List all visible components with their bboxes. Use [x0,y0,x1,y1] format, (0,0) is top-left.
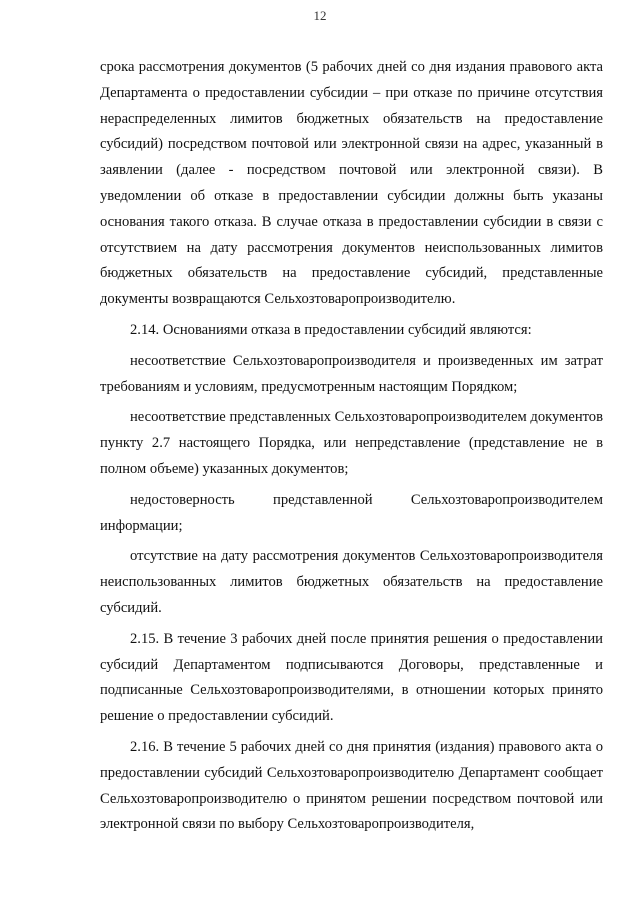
paragraph-ground-2: несоответствие представленных Сельхозтоваропроизводителем документов пункту 2.7 настоящего Порядка, или непредставление (представление не в полном объеме) указанных документов; [100,409,603,477]
page-number: 12 [313,8,327,23]
paragraph-ground-4: отсутствие на дату рассмотрения документов Сельхозтоваропроизводителя неиспользованных лимитов бюджетных обязательств на предоставление субсидий. [100,548,603,616]
document-body [100,55,603,843]
paragraph-ground-1: несоответствие Сельхозтоваропроизводителя и произведенных им затрат требованиям и условиям, предусмотренным настоящим Порядком; [100,352,603,395]
paragraph-ground-3: недостоверность представленной Сельхозтоваропроизводителем информации; [100,491,603,534]
paragraph-2-14: 2.14. Основаниями отказа в предоставлении субсидий являются: [130,321,532,338]
paragraph-continuation: срока рассмотрения документов (5 рабочих дней со дня издания правового акта Департамента о предоставлении субсидии – при отказе по причине отсутствия нераспределенных лимитов бюджетных обязательств на предоставление субсидий) посредством почтовой или электронной связи на адрес, указанный в заявлении (далее - посредством почтовой или электронной связи). В уведомлении об отказе в предоставлении субсидии должны быть указаны основания такого отказа. В случае отказа в предоставлении субсидии в связи с отсутствием на дату рассмотрения документов неиспользованных лимитов бюджетных обязательств на предоставление субсидий, представленные документы возвращаются Сельхозтоваропроизводителю. [100,59,603,308]
paragraph-2-15: 2.15. В течение 3 рабочих дней после принятия решения о предоставлении субсидий Департаментом подписываются Договоры, представленные и подписанные Сельхозтоваропроизводителями, в отношении которых принято решение о предоставлении субсидий. [100,630,603,725]
paragraph-2-16: 2.16. В течение 5 рабочих дней со дня принятия (издания) правового акта о предоставлении субсидий Сельхозтоваропроизводителю Департамент сообщает Сельхозтоваропроизводителю о принятом решении посредством почтовой или электронной связи по выбору Сельхозтоваропроизводителя, [100,738,603,833]
